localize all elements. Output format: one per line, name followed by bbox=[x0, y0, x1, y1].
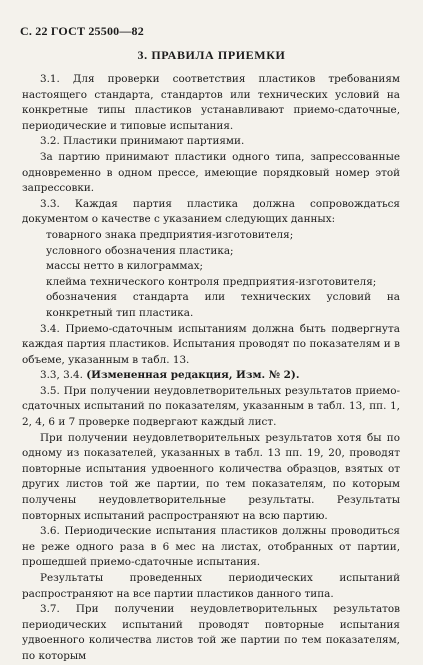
page-header: С. 22 ГОСТ 25500—82 bbox=[20, 24, 144, 38]
list-item: условного обозначения пластика; bbox=[46, 244, 234, 257]
amendment-bold: (Измененная редакция, Изм. № 2). bbox=[86, 369, 300, 382]
section-body bbox=[22, 72, 400, 665]
paragraph-3-5: 3.5. При получении неудовлетворительных результатов приемо-сдаточных испытаний по показателям, указанным в табл. 13, пп. 1, 2, 4, 6 и 7 проверке подвергают каждый лист. bbox=[22, 384, 400, 429]
list-item: обозначения стандарта или технических условий на конкретный тип пластика. bbox=[46, 291, 400, 319]
paragraph-3-1: 3.1. Для проверки соответствия пластиков требованиям настоящего стандарта, стандартов или технических условий на конкретные типы пластиков устанавливают приемо-сдаточные, периодические и типовые испытания. bbox=[22, 73, 400, 132]
amendment-prefix: 3.3, 3.4. bbox=[40, 369, 87, 382]
list-item: клейма технического контроля предприятия-изготовителя; bbox=[46, 275, 377, 288]
section-title: 3. ПРАВИЛА ПРИЕМКИ bbox=[137, 48, 286, 62]
paragraph-3-3: 3.3. Каждая партия пластика должна сопровождаться документом о качестве с указанием следующих данных: bbox=[22, 197, 400, 226]
paragraph-3-2-lot: За партию принимают пластики одного типа, запрессованные одновременно в одном прессе, имеющие порядковый номер этой запрессовки. bbox=[22, 150, 400, 195]
paragraph-3-4: 3.4. Приемо-сдаточным испытаниям должна быть подвергнута каждая партия пластиков. Испытания проводят по показателям и в объеме, указанным в табл. 13. bbox=[22, 322, 400, 366]
paragraph-3-7: 3.7. При получении неудовлетворительных результатов периодических испытаний проводят повторные испытания удвоенного количества листов той же партии по тем показателям, по которым bbox=[22, 603, 400, 662]
list-item: товарного знака предприятия-изготовителя; bbox=[46, 228, 294, 241]
paragraph-3-5-repeat: При получении неудовлетворительных результатов хотя бы по одному из показателей, указанных в табл. 13 пп. 19, 20, проводят повторные испытания удвоенного количества образцов, взятых от других листов той же партии, по тем показателям, по которым получены неудовлетворительные результаты. Результаты повторных испытаний распространяют на всю партию. bbox=[22, 431, 400, 522]
paragraph-3-6-results: Результаты проведенных периодических испытаний распространяют на все партии пластиков данного типа. bbox=[22, 572, 400, 600]
paragraph-3-6: 3.6. Периодические испытания пластиков должны проводиться не реже одного раза в 6 мес на листах, отобранных от партии, прошедшей приемо-сдаточные испытания. bbox=[22, 525, 400, 569]
amendment-note bbox=[22, 368, 400, 384]
paragraph-3-2: 3.2. Пластики принимают партиями. bbox=[40, 135, 245, 148]
list-item: массы нетто в килограммах; bbox=[46, 260, 204, 273]
